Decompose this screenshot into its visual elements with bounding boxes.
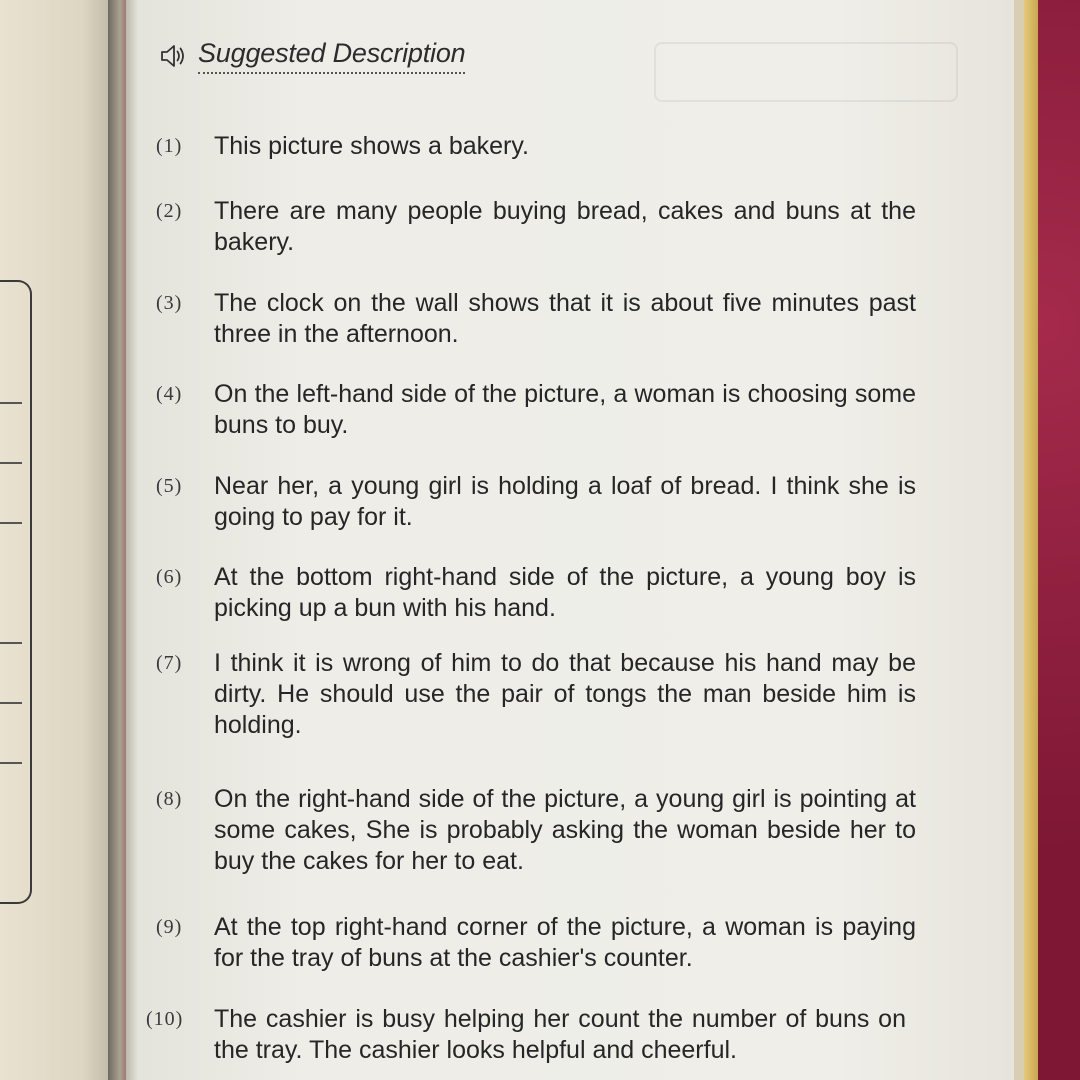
item-number: (1) <box>156 135 183 157</box>
item-text: The clock on the wall shows that it is about five minutes past three in the afternoon. <box>214 289 916 348</box>
left-facing-page <box>0 0 118 1080</box>
item-number: (10) <box>146 1008 184 1030</box>
item-text: The cashier is busy helping her count the number of buns on the tray. The cashier looks helpful and cheerful. <box>214 1005 906 1064</box>
item-number: (9) <box>156 916 183 938</box>
item-number: (6) <box>156 566 183 588</box>
item-text: At the top right-hand corner of the picture, a woman is paying for the tray of buns at the cashier's counter. <box>214 913 916 972</box>
page-edge <box>1014 0 1024 1080</box>
item-text: At the bottom right-hand side of the picture, a young boy is picking up a bun with his hand. <box>214 563 916 622</box>
list-item <box>156 288 916 350</box>
item-text: On the right-hand side of the picture, a young girl is pointing at some cakes, She is probably asking the woman beside her to buy the cakes for her to eat. <box>214 785 916 875</box>
heading-title: Suggested Description <box>198 38 465 74</box>
item-text: This picture shows a bakery. <box>214 132 529 160</box>
item-number: (2) <box>156 200 183 222</box>
item-text: I think it is wrong of him to do that because his hand may be dirty. He should use the pair of tongs the man beside him is holding. <box>214 649 916 739</box>
list-item <box>156 648 916 741</box>
list-item <box>146 1004 906 1066</box>
item-text: On the left-hand side of the picture, a woman is choosing some buns to buy. <box>214 380 916 439</box>
list-item <box>156 562 916 624</box>
book-cover-edge <box>1024 0 1038 1080</box>
list-item <box>156 131 916 162</box>
item-text: There are many people buying bread, cakes and buns at the bakery. <box>214 197 916 256</box>
item-number: (8) <box>156 788 183 810</box>
list-item <box>156 912 916 974</box>
item-number: (4) <box>156 383 183 405</box>
item-number: (7) <box>156 652 183 674</box>
item-number: (5) <box>156 475 183 497</box>
page-gutter <box>108 0 138 1080</box>
list-item <box>156 471 916 533</box>
list-item <box>156 784 916 877</box>
item-text: Near her, a young girl is holding a loaf of bread. I think she is going to pay for it. <box>214 472 916 531</box>
show-through-box <box>654 42 958 102</box>
speaker-icon <box>158 41 188 71</box>
list-item <box>156 379 916 441</box>
section-heading <box>158 38 465 74</box>
left-page-illustration <box>0 280 32 904</box>
list-item <box>156 196 916 258</box>
item-number: (3) <box>156 292 183 314</box>
